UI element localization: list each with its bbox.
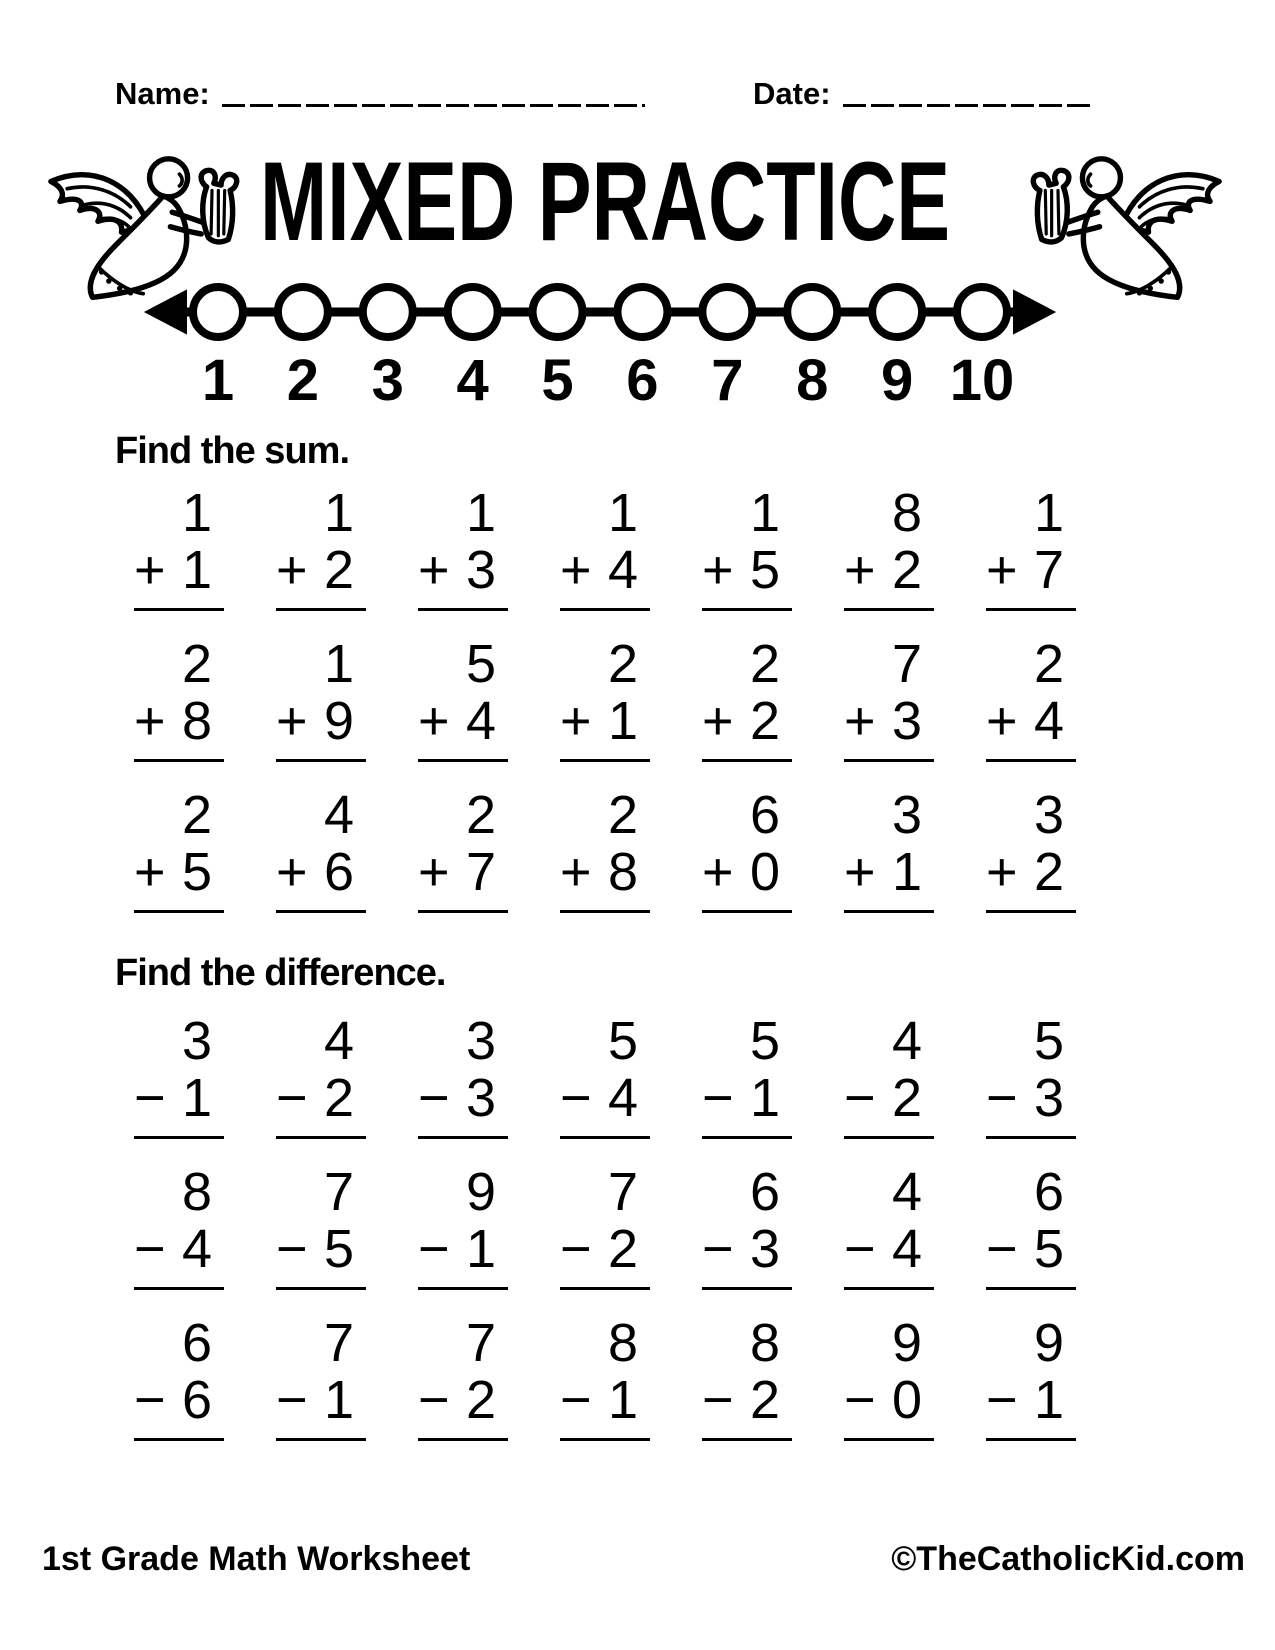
bottom-operand: 9 (323, 691, 354, 752)
operator-and-operand (986, 691, 1076, 752)
answer-line[interactable] (276, 759, 366, 762)
operator-and-operand (702, 1068, 792, 1129)
top-operand: 1 (323, 634, 354, 695)
operator-sign: − (418, 1068, 450, 1129)
top-operand: 7 (891, 634, 922, 695)
difference-problem (844, 1162, 934, 1290)
sum-problem (418, 634, 508, 762)
bottom-operand: 7 (465, 842, 496, 903)
operator-sign: − (134, 1219, 166, 1280)
bottom-operand: 1 (465, 1219, 496, 1280)
name-field (115, 78, 645, 109)
number-line-node (957, 287, 1007, 337)
operator-and-operand (134, 540, 224, 601)
difference-problem (134, 1011, 224, 1139)
operator-sign: + (986, 842, 1018, 903)
bottom-operand: 2 (323, 1068, 354, 1129)
bottom-operand: 1 (749, 1068, 780, 1129)
name-fill-in-line[interactable] (222, 104, 645, 107)
bottom-operand: 3 (1033, 1068, 1064, 1129)
operator-and-operand (134, 1068, 224, 1129)
difference-problem (844, 1313, 934, 1441)
sum-problem (418, 785, 508, 913)
operator-sign: + (134, 691, 166, 752)
answer-line[interactable] (844, 759, 934, 762)
bottom-operand: 3 (465, 540, 496, 601)
date-field (753, 78, 1093, 109)
top-operand: 9 (891, 1313, 922, 1374)
operator-sign: + (276, 540, 308, 601)
sum-problem (418, 483, 508, 611)
difference-problem (986, 1162, 1076, 1290)
sum-row-1 (108, 483, 1108, 611)
operator-and-operand (702, 842, 792, 903)
sum-problem (986, 483, 1076, 611)
top-operand: 2 (181, 634, 212, 695)
answer-line[interactable] (844, 1287, 934, 1290)
operator-sign: − (702, 1219, 734, 1280)
difference-problem (702, 1313, 792, 1441)
top-operand: 1 (749, 483, 780, 543)
bottom-operand: 2 (465, 1370, 496, 1431)
number-line-node (363, 287, 413, 337)
answer-line[interactable] (560, 759, 650, 762)
sum-problem (134, 785, 224, 913)
top-operand: 6 (749, 1162, 780, 1223)
top-operand: 7 (607, 1162, 638, 1223)
bottom-operand: 0 (749, 842, 780, 903)
number-line-label: 3 (371, 348, 404, 410)
operator-sign: − (418, 1219, 450, 1280)
answer-line[interactable] (702, 1136, 792, 1139)
bottom-operand: 4 (465, 691, 496, 752)
top-operand: 6 (1033, 1162, 1064, 1223)
operator-sign: + (844, 691, 876, 752)
operator-sign: + (844, 842, 876, 903)
sum-row-2 (108, 634, 1108, 762)
footer-copyright: ©TheCatholicKid.com (891, 1540, 1245, 1578)
answer-line[interactable] (560, 1287, 650, 1290)
operator-sign: + (702, 540, 734, 601)
sum-problem (276, 634, 366, 762)
operator-and-operand (844, 1068, 934, 1129)
top-operand: 7 (323, 1313, 354, 1374)
operator-sign: + (986, 691, 1018, 752)
answer-line[interactable] (986, 1287, 1076, 1290)
top-operand: 2 (1033, 634, 1064, 695)
operator-sign: − (276, 1370, 308, 1431)
operator-sign: + (418, 540, 450, 601)
operator-and-operand (986, 1370, 1076, 1431)
operator-sign: − (276, 1068, 308, 1129)
answer-line[interactable] (702, 1438, 792, 1441)
operator-and-operand (702, 540, 792, 601)
operator-sign: − (560, 1068, 592, 1129)
number-line-node (702, 287, 752, 337)
bottom-operand: 1 (181, 1068, 212, 1129)
footer (42, 1540, 1245, 1579)
top-operand: 7 (465, 1313, 496, 1374)
operator-sign: + (560, 691, 592, 752)
answer-line[interactable] (844, 910, 934, 913)
number-line-label: 9 (880, 348, 914, 410)
sum-instruction: Find the sum. (115, 430, 349, 472)
bottom-operand: 5 (749, 540, 780, 601)
sum-problem (702, 634, 792, 762)
operator-and-operand (418, 540, 508, 601)
difference-problems-grid (108, 1011, 1108, 1467)
operator-and-operand (986, 540, 1076, 601)
operator-and-operand (560, 1370, 650, 1431)
operator-and-operand (560, 1219, 650, 1280)
difference-problem (418, 1162, 508, 1290)
operator-sign: + (560, 540, 592, 601)
number-line-arrow-right (1014, 291, 1054, 333)
name-label: Name: (115, 76, 210, 111)
top-operand: 4 (891, 1162, 922, 1223)
answer-line[interactable] (560, 608, 650, 611)
number-line-node (278, 287, 328, 337)
operator-sign: + (134, 540, 166, 601)
top-operand: 4 (323, 1011, 354, 1071)
number-line-node (448, 287, 498, 337)
number-line-node (872, 287, 922, 337)
bottom-operand: 6 (323, 842, 354, 903)
top-operand: 6 (181, 1313, 212, 1374)
top-operand: 5 (749, 1011, 780, 1071)
operator-sign: + (418, 842, 450, 903)
operator-and-operand (560, 842, 650, 903)
answer-line[interactable] (702, 1287, 792, 1290)
top-operand: 3 (891, 785, 922, 846)
bottom-operand: 5 (1033, 1219, 1064, 1280)
operator-sign: − (134, 1068, 166, 1129)
top-operand: 4 (891, 1011, 922, 1071)
top-operand: 4 (323, 785, 354, 846)
answer-line[interactable] (418, 608, 508, 611)
answer-line[interactable] (418, 910, 508, 913)
operator-and-operand (560, 691, 650, 752)
bottom-operand: 8 (607, 842, 638, 903)
sum-problem (134, 634, 224, 762)
operator-sign: + (702, 842, 734, 903)
operator-and-operand (986, 1219, 1076, 1280)
bottom-operand: 1 (891, 842, 922, 903)
bottom-operand: 3 (465, 1068, 496, 1129)
difference-row-2 (108, 1162, 1108, 1290)
answer-line[interactable] (986, 1438, 1076, 1441)
answer-line[interactable] (702, 608, 792, 611)
top-operand: 2 (465, 785, 496, 846)
bottom-operand: 6 (181, 1370, 212, 1431)
date-label: Date: (753, 76, 831, 111)
operator-sign: + (134, 842, 166, 903)
bottom-operand: 2 (323, 540, 354, 601)
difference-problem (986, 1313, 1076, 1441)
difference-problem (560, 1011, 650, 1139)
top-operand: 3 (465, 1011, 496, 1071)
top-operand: 8 (181, 1162, 212, 1223)
answer-line[interactable] (276, 608, 366, 611)
operator-and-operand (418, 1068, 508, 1129)
operator-and-operand (134, 691, 224, 752)
operator-and-operand (276, 1068, 366, 1129)
answer-line[interactable] (418, 759, 508, 762)
top-operand: 1 (181, 483, 212, 543)
operator-sign: + (560, 842, 592, 903)
operator-and-operand (418, 1219, 508, 1280)
answer-line[interactable] (986, 608, 1076, 611)
difference-problem (276, 1162, 366, 1290)
answer-line[interactable] (702, 910, 792, 913)
sum-problem (134, 483, 224, 611)
sum-problems-grid (108, 483, 1108, 939)
operator-sign: − (844, 1219, 876, 1280)
bottom-operand: 4 (891, 1219, 922, 1280)
difference-problem (418, 1313, 508, 1441)
bottom-operand: 4 (181, 1219, 212, 1280)
bottom-operand: 1 (181, 540, 212, 601)
operator-sign: − (702, 1068, 734, 1129)
answer-line[interactable] (134, 1287, 224, 1290)
sum-problem (560, 634, 650, 762)
top-operand: 1 (323, 483, 354, 543)
answer-line[interactable] (418, 1438, 508, 1441)
operator-and-operand (702, 1370, 792, 1431)
operator-sign: − (986, 1068, 1018, 1129)
number-line-label: 5 (541, 348, 574, 410)
top-operand: 1 (607, 483, 638, 543)
difference-problem (844, 1011, 934, 1139)
top-operand: 8 (749, 1313, 780, 1374)
answer-line[interactable] (844, 1136, 934, 1139)
number-line-label: 8 (796, 348, 829, 410)
answer-line[interactable] (134, 759, 224, 762)
answer-line[interactable] (560, 1438, 650, 1441)
sum-row-3 (108, 785, 1108, 913)
number-line-arrow-left (146, 291, 186, 333)
bottom-operand: 0 (891, 1370, 922, 1431)
operator-and-operand (134, 1370, 224, 1431)
operator-sign: − (560, 1370, 592, 1431)
operator-and-operand (986, 842, 1076, 903)
bottom-operand: 1 (323, 1370, 354, 1431)
difference-problem (560, 1162, 650, 1290)
top-operand: 5 (1033, 1011, 1064, 1071)
answer-line[interactable] (276, 1438, 366, 1441)
bottom-operand: 4 (607, 1068, 638, 1129)
operator-sign: − (702, 1370, 734, 1431)
number-line-node (193, 287, 243, 337)
answer-line[interactable] (986, 910, 1076, 913)
operator-sign: − (418, 1370, 450, 1431)
top-operand: 2 (749, 634, 780, 695)
top-operand: 3 (181, 1011, 212, 1071)
operator-and-operand (418, 691, 508, 752)
bottom-operand: 4 (607, 540, 638, 601)
operator-sign: + (276, 842, 308, 903)
bottom-operand: 2 (749, 1370, 780, 1431)
operator-sign: + (986, 540, 1018, 601)
operator-and-operand (134, 842, 224, 903)
operator-sign: − (276, 1219, 308, 1280)
number-line-label: 4 (456, 348, 489, 410)
answer-line[interactable] (134, 910, 224, 913)
top-operand: 2 (181, 785, 212, 846)
difference-problem (986, 1011, 1076, 1139)
operator-and-operand (134, 1219, 224, 1280)
sum-problem (276, 785, 366, 913)
operator-and-operand (418, 842, 508, 903)
difference-instruction: Find the difference. (115, 952, 446, 994)
top-operand: 6 (749, 785, 780, 846)
operator-and-operand (702, 691, 792, 752)
operator-and-operand (560, 1068, 650, 1129)
operator-sign: + (418, 691, 450, 752)
answer-line[interactable] (560, 910, 650, 913)
operator-and-operand (276, 691, 366, 752)
sum-problem (844, 634, 934, 762)
number-line (140, 278, 1060, 410)
answer-line[interactable] (560, 1136, 650, 1139)
answer-line[interactable] (986, 759, 1076, 762)
bottom-operand: 2 (891, 540, 922, 601)
bottom-operand: 1 (1033, 1370, 1064, 1431)
operator-sign: − (134, 1370, 166, 1431)
operator-sign: − (560, 1219, 592, 1280)
answer-line[interactable] (134, 608, 224, 611)
difference-problem (418, 1011, 508, 1139)
answer-line[interactable] (418, 1136, 508, 1139)
top-operand: 8 (607, 1313, 638, 1374)
top-operand: 2 (607, 785, 638, 846)
number-line-node (787, 287, 837, 337)
sum-problem (986, 634, 1076, 762)
top-operand: 8 (891, 483, 922, 543)
sum-problem (844, 785, 934, 913)
number-line-label: 1 (201, 348, 235, 410)
bottom-operand: 1 (607, 691, 638, 752)
difference-problem (702, 1011, 792, 1139)
operator-sign: − (986, 1219, 1018, 1280)
top-operand: 7 (323, 1162, 354, 1223)
operator-sign: − (986, 1370, 1018, 1431)
sum-problem (702, 483, 792, 611)
bottom-operand: 2 (1033, 842, 1064, 903)
answer-line[interactable] (276, 1287, 366, 1290)
operator-and-operand (844, 1370, 934, 1431)
top-operand: 3 (1033, 785, 1064, 846)
footer-worksheet-label: 1st Grade Math Worksheet (42, 1540, 471, 1578)
number-line-label: 6 (626, 348, 659, 410)
answer-line[interactable] (134, 1136, 224, 1139)
operator-and-operand (276, 540, 366, 601)
answer-line[interactable] (844, 1438, 934, 1441)
bottom-operand: 2 (749, 691, 780, 752)
difference-row-1 (108, 1011, 1108, 1139)
sum-problem (276, 483, 366, 611)
operator-and-operand (844, 540, 934, 601)
operator-and-operand (844, 842, 934, 903)
sum-problem (560, 483, 650, 611)
top-operand: 5 (607, 1011, 638, 1071)
number-line-label: 2 (286, 348, 320, 410)
answer-line[interactable] (844, 608, 934, 611)
answer-line[interactable] (276, 1136, 366, 1139)
operator-and-operand (844, 1219, 934, 1280)
bottom-operand: 4 (1033, 691, 1064, 752)
operator-sign: + (702, 691, 734, 752)
bottom-operand: 2 (891, 1068, 922, 1129)
difference-problem (702, 1162, 792, 1290)
sum-problem (844, 483, 934, 611)
top-operand: 5 (465, 634, 496, 695)
number-line-label: 10 (949, 348, 1015, 410)
difference-problem (560, 1313, 650, 1441)
bottom-operand: 3 (891, 691, 922, 752)
number-line-label: 7 (711, 348, 744, 410)
difference-problem (134, 1313, 224, 1441)
top-operand: 9 (1033, 1313, 1064, 1374)
difference-problem (276, 1313, 366, 1441)
operator-sign: + (276, 691, 308, 752)
bottom-operand: 3 (749, 1219, 780, 1280)
top-operand: 9 (465, 1162, 496, 1223)
difference-problem (276, 1011, 366, 1139)
bottom-operand: 1 (607, 1370, 638, 1431)
sum-problem (560, 785, 650, 913)
answer-line[interactable] (702, 759, 792, 762)
bottom-operand: 2 (607, 1219, 638, 1280)
date-fill-in-line[interactable] (843, 104, 1093, 107)
top-operand: 1 (1033, 483, 1064, 543)
sum-problem (986, 785, 1076, 913)
operator-sign: + (844, 540, 876, 601)
operator-sign: − (844, 1068, 876, 1129)
top-operand: 2 (607, 634, 638, 695)
operator-sign: − (844, 1370, 876, 1431)
answer-line[interactable] (986, 1136, 1076, 1139)
operator-and-operand (418, 1370, 508, 1431)
operator-and-operand (844, 691, 934, 752)
bottom-operand: 8 (181, 691, 212, 752)
operator-and-operand (986, 1068, 1076, 1129)
number-line-node (533, 287, 583, 337)
sum-problem (702, 785, 792, 913)
answer-line[interactable] (134, 1438, 224, 1441)
answer-line[interactable] (418, 1287, 508, 1290)
operator-and-operand (276, 842, 366, 903)
bottom-operand: 7 (1033, 540, 1064, 601)
difference-row-3 (108, 1313, 1108, 1441)
number-line-node (617, 287, 667, 337)
difference-problem (134, 1162, 224, 1290)
operator-and-operand (276, 1370, 366, 1431)
answer-line[interactable] (276, 910, 366, 913)
bottom-operand: 5 (181, 842, 212, 903)
operator-and-operand (276, 1219, 366, 1280)
top-operand: 1 (465, 483, 496, 543)
page-title: MIXED PRACTICE (260, 139, 950, 264)
operator-and-operand (560, 540, 650, 601)
operator-and-operand (702, 1219, 792, 1280)
bottom-operand: 5 (323, 1219, 354, 1280)
